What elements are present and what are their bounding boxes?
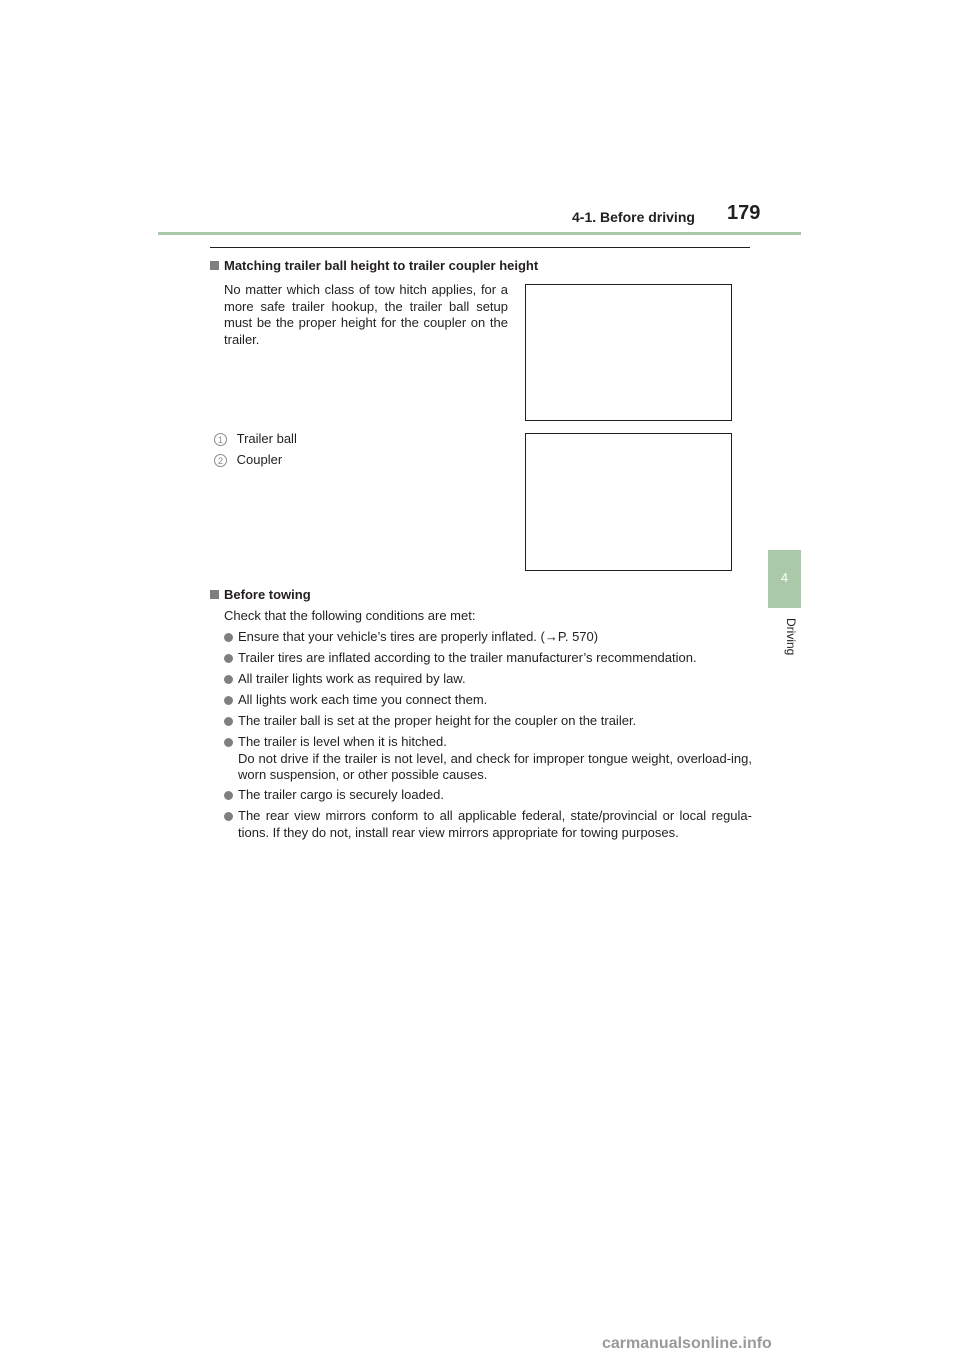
heading-text: Before towing <box>224 587 311 602</box>
legend-label: Trailer ball <box>236 431 297 446</box>
list-item: Ensure that your vehicle’s tires are properly inflated. (→P. 570) <box>224 629 752 646</box>
figure-trailer-hitch-1 <box>525 284 732 421</box>
legend-item-coupler <box>214 452 282 469</box>
list-item: The trailer is level when it is hitched. Do not drive if the trailer is not level, and check for improper tongue weight, overload-ing, worn suspension, or other possible causes. <box>224 734 752 784</box>
heading-square-icon <box>210 590 219 599</box>
bullet-icon <box>224 633 233 642</box>
bullet-icon <box>224 654 233 663</box>
figure-trailer-hitch-2 <box>525 433 732 571</box>
header-rule <box>158 232 801 235</box>
bullet-icon <box>224 696 233 705</box>
bullet-icon <box>224 717 233 726</box>
number-2-icon: 2 <box>214 454 227 467</box>
chapter-number: 4 <box>780 570 789 585</box>
bullet-icon <box>224 812 233 821</box>
list-item: The trailer cargo is securely loaded. <box>224 787 752 804</box>
before-towing-intro: Check that the following conditions are met: <box>224 608 476 623</box>
list-item: The rear view mirrors conform to all applicable federal, state/provincial or local regula-tions. If they do not, install rear view mirrors appropriate for towing purposes. <box>224 808 752 841</box>
heading-square-icon <box>210 261 219 270</box>
page-number: 179 <box>727 202 761 224</box>
running-header-section: 4-1. Before driving <box>572 209 695 225</box>
chapter-label: Driving <box>784 618 798 656</box>
bullet-icon <box>224 791 233 800</box>
list-item: All trailer lights work as required by law. <box>224 671 752 688</box>
bullet-icon <box>224 738 233 747</box>
list-item: Trailer tires are inflated according to the trailer manufacturer’s recommendation. <box>224 650 752 667</box>
section-rule <box>210 247 750 248</box>
legend-label: Coupler <box>236 452 283 467</box>
bullet-icon <box>224 675 233 684</box>
number-1-icon: 1 <box>214 433 227 446</box>
watermark: carmanualsonline.info <box>602 1335 772 1352</box>
section-heading-before-towing <box>210 587 311 602</box>
list-item: All lights work each time you connect them. <box>224 692 752 709</box>
section-heading-ball-height <box>210 258 538 273</box>
heading-text: Matching trailer ball height to trailer coupler height <box>224 258 539 273</box>
legend-item-trailer-ball <box>214 431 297 448</box>
ball-height-paragraph: No matter which class of tow hitch applies, for a more safe trailer hookup, the trailer ball setup must be the proper height for the coupler on the trailer. <box>224 282 508 347</box>
list-item: The trailer ball is set at the proper height for the coupler on the trailer. <box>224 713 752 730</box>
